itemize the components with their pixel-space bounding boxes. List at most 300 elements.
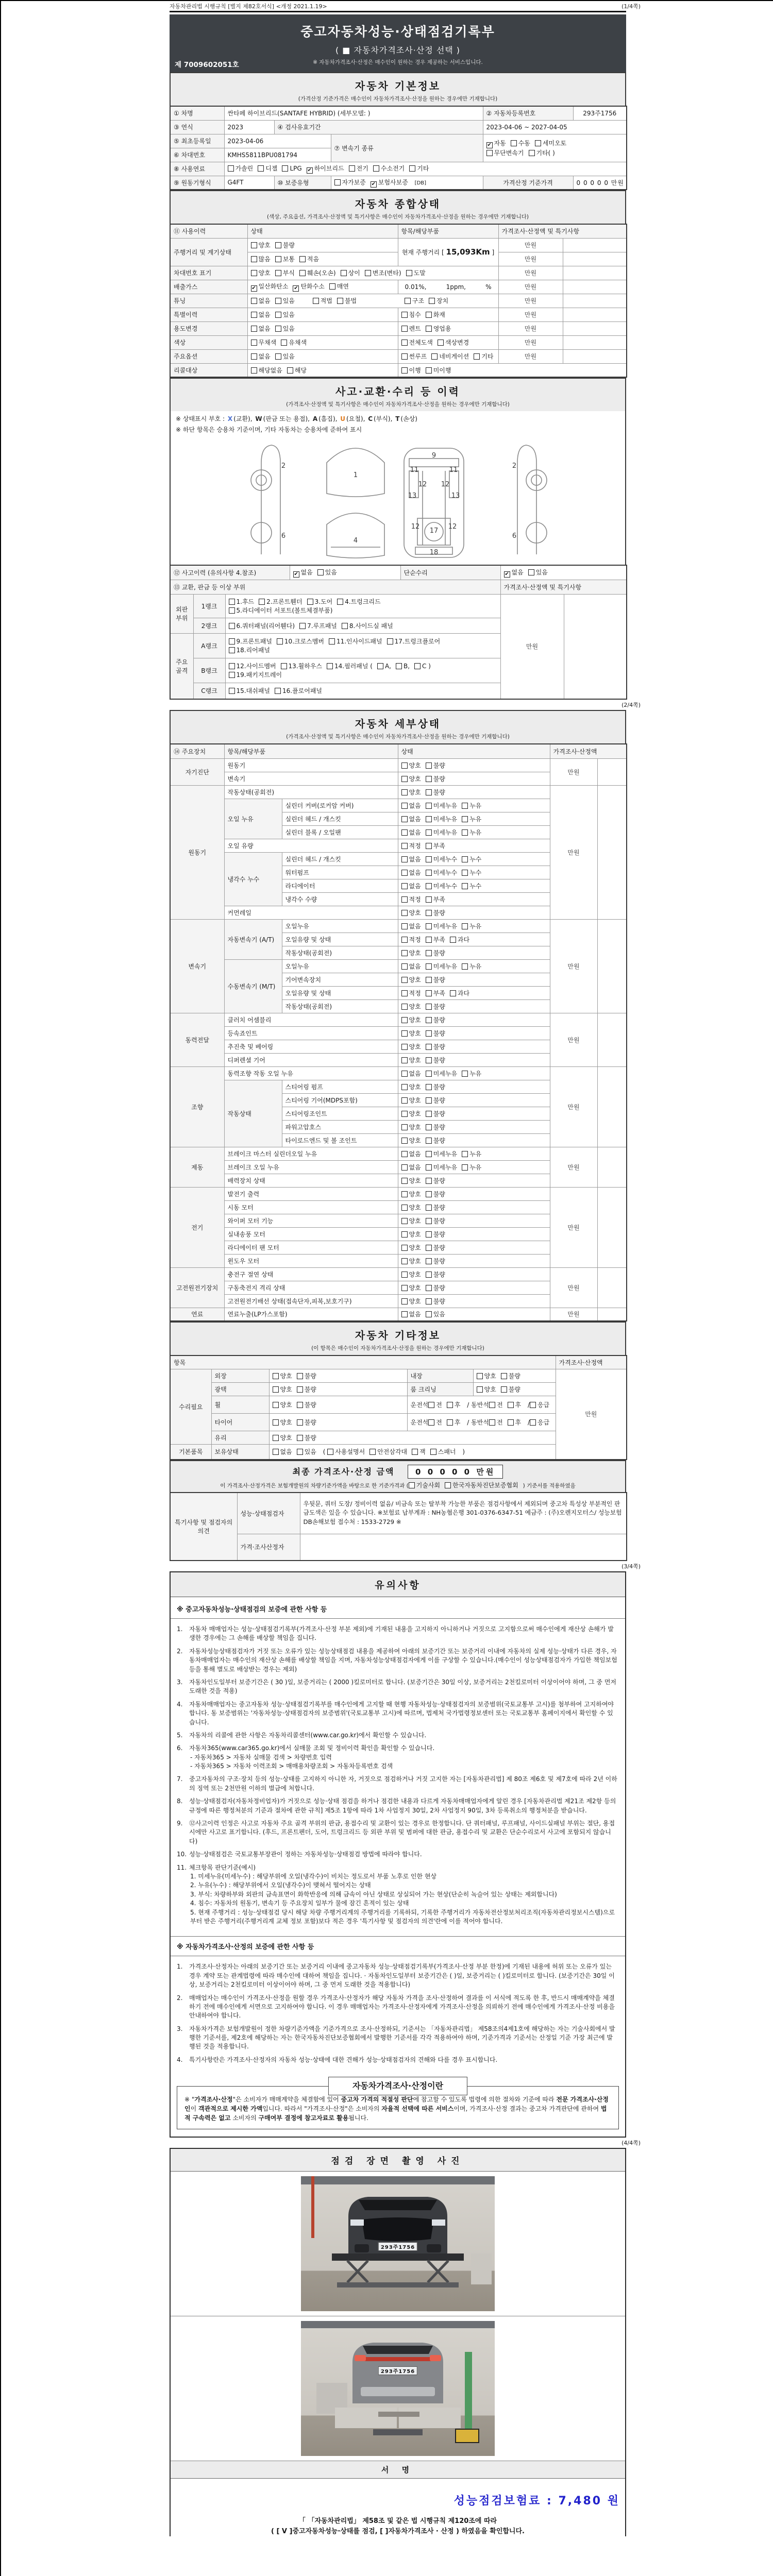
notice-item-number: 7.	[177, 1775, 183, 1783]
checkbox	[426, 1056, 445, 1064]
checkbox	[299, 268, 336, 277]
checkbox	[426, 1310, 445, 1318]
checkbox-label: 양호	[409, 1284, 421, 1292]
car-diagram	[170, 437, 626, 565]
checkbox-label: 전체도색	[409, 339, 433, 346]
blank-cell	[563, 280, 627, 294]
device-group-label: 원동기	[170, 785, 224, 919]
checkbox	[426, 882, 457, 890]
state-boxes	[398, 973, 550, 986]
checkbox-label: 양호	[409, 1043, 421, 1050]
emission-values: 0.01%, 1ppm, %	[398, 280, 498, 294]
row-special-label: 특별이력	[170, 308, 247, 321]
tire-label: 타이어	[211, 1413, 269, 1431]
checkbox	[426, 1283, 445, 1292]
checkbox	[401, 366, 421, 375]
notice-item-number: 2.	[177, 1994, 183, 2002]
device-group-label: 제동	[170, 1147, 224, 1187]
checkbox-icon	[426, 1030, 432, 1037]
checkbox-label: 양호	[409, 1177, 421, 1184]
checkbox-icon	[426, 829, 432, 836]
notice-item-number: 10.	[177, 1851, 187, 1858]
checkbox-label: 불법	[344, 297, 357, 304]
checkbox-icon	[426, 326, 432, 332]
notice-item	[177, 2056, 618, 2064]
checkbox-icon	[529, 150, 535, 156]
notice-item-text: 가격조사·산정자는 아래의 보증기간 또는 보증거리 이내에 중고자동차 성능·상태점검기록부(가격조사·산정 부분 한정)에 기재된 내용에 허위 또는 오류가 있는 경우 계약 또는 관계법령에 따라 매수인에 대하여 책임을 집니다. · 자동차인도일부터 보증기간은 ( )일, 보증거리는 ( )킬로미터로 합니다. (보증기간은 30일 이상, 보증거리는 2천킬로미터 이상이어야 하며, 그 중 먼저 도래한 것을 적용합니다)	[189, 1963, 615, 1989]
checkbox	[447, 1400, 461, 1409]
checkbox-icon	[401, 963, 408, 970]
checkbox	[313, 296, 332, 305]
checkbox-label: 없음	[409, 1070, 421, 1077]
checkbox-icon	[426, 870, 432, 876]
checkbox-label: 불량	[433, 1123, 445, 1131]
checkbox-label: 보험사보증	[378, 178, 408, 186]
checkbox-checked	[504, 568, 524, 578]
checkbox-icon	[251, 298, 257, 304]
checkbox-icon	[229, 599, 235, 605]
checkbox	[229, 597, 255, 606]
checkbox	[530, 1400, 549, 1409]
checkbox-icon	[462, 1151, 468, 1157]
checkbox-icon	[401, 923, 408, 929]
notice-item-text: 자동차365(www.car365.go.kr)에서 실매물 조회 및 정비이력 확인을 확인할 수 있습니다. - 자동차365 > 자동차 실매물 검색 > 차량번호 입력 - 자동차365 > 자동차 이력조회 > 매매용차량조회 > 자동차등록번호 검색	[189, 1744, 618, 1771]
checkbox-label: 있음	[304, 1448, 316, 1456]
checkbox-icon	[426, 843, 432, 849]
part-label: 브레이크 마스터 실린더오일 누유	[224, 1147, 398, 1160]
blank-cell	[563, 294, 627, 308]
checkbox	[401, 788, 421, 796]
checkbox	[477, 1385, 496, 1394]
checkbox-icon	[426, 1057, 432, 1063]
state-boxes	[398, 879, 550, 892]
checkbox-label: 렌트	[409, 325, 421, 332]
checkbox	[277, 637, 324, 646]
notice-item	[177, 1863, 618, 1926]
notice-item-text: 중고자동차의 구조·장치 등의 성능·상태를 고지하지 아니한 자, 거짓으로 점검하거나 거짓 고지한 자는 [자동차관리법] 제 80조 제6호 및 제7호에 따라 2년 이하의 징역 또는 2천만원 이하의 벌금에 처합니다.	[189, 1775, 617, 1792]
checkbox	[426, 895, 445, 904]
checkbox-label: 양호	[409, 1056, 421, 1064]
checkbox-icon	[462, 1164, 468, 1171]
sub-group-label: 수동변속기 (M/T)	[224, 959, 282, 1013]
checkbox	[401, 1096, 421, 1105]
checkbox-icon	[329, 638, 335, 645]
part-label: 기어변속장치	[282, 973, 398, 986]
checkbox-label: 불량	[433, 1270, 445, 1278]
state-boxes	[398, 1267, 550, 1281]
checkbox-label: 불량	[433, 1110, 445, 1117]
part-label: 실린더 헤드 / 개스킷	[282, 852, 398, 866]
checkbox-icon	[229, 663, 235, 669]
car-diagram-svg	[217, 437, 578, 563]
checkbox-icon	[462, 829, 468, 836]
outer-panel-label: 외판 부위	[170, 594, 193, 633]
checkbox-icon	[426, 963, 432, 970]
checkbox	[401, 855, 421, 863]
state-boxes	[398, 1080, 550, 1093]
checkbox	[426, 908, 445, 917]
checkbox-label: 후	[515, 1401, 522, 1409]
signature-band: 서 명	[171, 2461, 625, 2479]
checkbox	[229, 646, 270, 654]
remarks-label: 특기사항 및 점검자의 의견	[170, 1493, 237, 1561]
special-items	[398, 308, 498, 321]
part-label: 고전원전기배선 상태(접속단자,피복,보호기구)	[224, 1294, 398, 1308]
rankA-label: A랭크	[193, 633, 225, 658]
checkbox-label: 불량	[433, 1284, 445, 1292]
checkbox-label: 불량	[304, 1385, 316, 1393]
checkbox-label: 적법	[320, 297, 332, 304]
etc-band	[170, 1321, 626, 1355]
notice-item-text: 자동차의 리콜에 관한 사항은 자동차리콜센터(www.car.go.kr)에서 확인할 수 있습니다.	[189, 1731, 427, 1739]
diagram-part-number: 11	[410, 466, 419, 474]
row-vinmark-label: 차대번호 표기	[170, 266, 247, 280]
checkbox-label: 불량	[508, 1372, 520, 1380]
checkbox	[414, 663, 431, 670]
checkbox-icon	[431, 353, 438, 360]
checkbox-icon	[426, 1218, 432, 1224]
checkbox-label: 없음	[511, 568, 524, 576]
label-engine-type: ⑨ 원동기형식	[170, 176, 224, 190]
state-boxes	[398, 785, 550, 799]
notice-item-subline: 3. 부식: 차량하부와 외판의 금속표면이 화학반응에 의해 금속이 아닌 상태로 상실되어 가는 현상(단순히 녹슬어 있는 상태는 제외합니다)	[190, 1890, 557, 1898]
part-label: 디퍼렌셜 기어	[224, 1053, 398, 1066]
checkbox	[428, 1418, 442, 1427]
checkbox-label: 불량	[433, 1217, 445, 1225]
state-boxes	[398, 946, 550, 959]
notice-item	[177, 1819, 618, 1846]
state-boxes	[398, 1227, 550, 1241]
license-plate-rear: 293주1756	[378, 2366, 417, 2375]
checkbox-icon	[429, 298, 435, 304]
remarks-table	[170, 1492, 627, 1561]
tire-state	[269, 1413, 407, 1431]
checkbox-icon	[297, 1449, 303, 1455]
checkbox-label: 미세누수	[433, 855, 458, 863]
notice-item-number: 3.	[177, 1678, 183, 1686]
checkbox-label: 양호	[409, 1083, 421, 1091]
checkbox-label: 없음	[258, 297, 271, 304]
checkbox-label: 양호	[409, 1123, 421, 1131]
blank-cell	[597, 758, 627, 785]
checkbox	[426, 1176, 445, 1185]
photos-title: 점검 장면 촬영 사진	[171, 2149, 625, 2172]
checkbox-icon	[275, 326, 281, 332]
checkbox-label: 양호	[409, 1190, 421, 1198]
checkbox-label: 8.사이드실 패널	[349, 622, 393, 630]
checkbox-label: 5.라디에이터 서포트(볼트체결부품)	[236, 607, 333, 614]
exchange-label: ⑬ 교환, 판금 등 이상 부위	[170, 580, 500, 594]
checkbox-label: 누유	[469, 922, 482, 930]
checkbox-label: 과다	[457, 936, 470, 943]
overall-h4: 가격조사·산정액 및 특기사항	[498, 224, 627, 238]
checkbox	[337, 597, 380, 606]
inspector-label: 성능·상태점검자	[237, 1493, 300, 1534]
state-boxes	[398, 1120, 550, 1133]
checkbox	[401, 801, 421, 810]
state-boxes	[398, 1013, 550, 1026]
state-boxes	[398, 1187, 550, 1200]
checkbox-label: 누유	[469, 1070, 482, 1077]
row-option-label: 주요옵션	[170, 349, 247, 363]
part-label: 연료누출(LP가스포함)	[224, 1308, 398, 1321]
state-boxes	[398, 906, 550, 919]
accident-band	[170, 378, 626, 411]
wheel-label: 휠	[211, 1396, 269, 1413]
value-reg-no: 293주1756	[573, 106, 627, 120]
status-code: W	[255, 415, 262, 422]
state-boxes	[398, 839, 550, 852]
wheel-positions: 운전석 전 후 / 동반석 전 후 / 응급	[407, 1396, 556, 1413]
checkbox-label: 미세누유	[433, 962, 458, 970]
label-vin: ⑥ 차대번호	[170, 148, 224, 162]
checkbox-label: 양호	[409, 1270, 421, 1278]
checkbox	[329, 637, 382, 646]
checkbox	[317, 568, 337, 577]
checkbox-icon	[447, 1402, 453, 1408]
checkbox-icon	[445, 1482, 451, 1488]
checkbox-label: 불량	[433, 1083, 445, 1091]
notice-item	[177, 1797, 618, 1815]
checkbox-label: 양호	[409, 1217, 421, 1225]
checkbox-label: 있음	[433, 1311, 445, 1318]
checkbox-icon	[535, 140, 541, 146]
checkbox	[430, 1447, 456, 1456]
checkbox-label: 자가보증	[342, 178, 366, 186]
status-code-desc: (판금 또는 용접),	[263, 415, 312, 422]
checkbox-label: 디젤	[265, 165, 278, 172]
checkbox-label: 양호	[484, 1385, 496, 1393]
checkbox-icon	[426, 1191, 432, 1197]
checkbox-icon	[489, 1402, 495, 1408]
checkbox	[412, 1447, 426, 1456]
state-boxes	[398, 758, 550, 772]
rankC-label: C랭크	[193, 683, 225, 699]
blank-cell	[597, 919, 627, 1013]
checkbox-label: 없음	[300, 568, 313, 576]
part-label: 오일유량 및 상태	[282, 986, 398, 999]
checkbox	[401, 1163, 421, 1172]
checkbox	[426, 1149, 457, 1158]
checkbox-label: 불량	[433, 949, 445, 957]
checkbox	[462, 1069, 481, 1078]
notice-section2-title: ※ 자동차가격조사·산정의 보증에 관한 사항 등	[171, 1936, 625, 1956]
roomclean-state	[473, 1382, 556, 1396]
notice-item-text: 매매업자는 매수인이 가격조사·산정을 원할 경우 가격조사·산정자가 해당 자동차 가격을 조사·산정하여 결과를 이 서식에 적도록 한 후, 반드시 매매계약을 체결하기 전에 매수인에게 서면으로 고지하여야 합니다. 이 경우 매매업자는 가격조사·산정자에게 가격조사·산정을 의뢰하기 전에 매수인에게 가격조사·산정 비용을 안내하여야 합니다.	[189, 1994, 615, 2020]
checkbox	[426, 1069, 457, 1078]
checkbox-label: 양호	[409, 1230, 421, 1238]
accident-history-state	[290, 565, 400, 580]
status-code-desc: (흠집),	[318, 415, 340, 422]
part-label: 파워고압호스	[282, 1120, 398, 1133]
checkbox	[426, 1270, 445, 1279]
checkbox-icon	[307, 167, 313, 174]
checkbox-label: 전	[436, 1401, 442, 1409]
checkbox-icon	[426, 762, 432, 769]
checkbox-label: 미세누유	[433, 828, 458, 836]
checkbox-icon	[426, 1044, 432, 1050]
checkbox	[508, 1418, 522, 1427]
checkbox-label: 불량	[433, 1137, 445, 1144]
checkbox	[489, 1400, 503, 1409]
page-marker-3: (3/4쪽)	[621, 1563, 641, 1570]
checkbox-label: 4.트렁크리드	[345, 598, 381, 605]
final-price-amount: 0 0 0 0 0 만원	[408, 1465, 503, 1479]
checkbox	[377, 663, 391, 670]
checkbox-icon	[401, 1272, 408, 1278]
diagram-part-number: 6	[512, 532, 517, 540]
checkbox-label: 15.대쉬패널	[236, 687, 270, 695]
checkbox-label: 보통	[282, 256, 295, 263]
checkbox	[251, 338, 277, 347]
checkbox	[337, 296, 357, 305]
detail-table	[170, 743, 627, 1321]
checkbox	[462, 1163, 481, 1172]
document-note: ※ 자동차가격조사·산정은 매수인이 원하는 경우 제공하는 서비스입니다.	[313, 59, 483, 65]
checkbox-label: 13.휠하우스	[288, 663, 322, 670]
checkbox-icon	[275, 312, 281, 318]
checkbox	[426, 1163, 457, 1172]
checkbox-icon	[401, 1030, 408, 1037]
sub-group-label: 작동상태	[224, 1080, 282, 1147]
part-label: 충전구 절연 상태	[224, 1267, 398, 1281]
checkbox-label: 양호	[409, 949, 421, 957]
price-cell: 만원	[498, 252, 563, 266]
legend-note: ※ 하단 항목은 승용차 기준이며, 기타 자동차는 승용차에 준하여 표시	[176, 426, 362, 433]
checkbox-icon	[426, 367, 432, 374]
overall-subtitle: (색상, 주요옵션, 가격조사·산정액 및 특기사항은 매수인이 자동차가격조사·산정을 원하는 경우에만 기재합니다)	[266, 214, 529, 220]
notice-item-number: 1.	[177, 1625, 183, 1633]
checkbox	[501, 1371, 520, 1380]
checkbox-label: 없음	[409, 1311, 421, 1318]
checkbox-icon	[426, 1205, 432, 1211]
status-code: A	[312, 415, 318, 422]
checkbox-label: 불량	[433, 761, 445, 769]
pbox-text: 소비자의	[230, 2114, 259, 2122]
basic-info-subtitle: (가격산정 기준가격은 매수인이 자동차가격조사·산정을 원하는 경우에만 기재합니다)	[298, 96, 498, 102]
checkbox-icon	[426, 883, 432, 889]
value-year: 2023	[224, 120, 274, 134]
checkbox	[401, 1310, 421, 1318]
checkbox-icon	[313, 298, 319, 304]
checkbox-icon	[341, 270, 347, 276]
checkbox-label: 양호	[409, 1137, 421, 1144]
checkbox-icon	[297, 1435, 303, 1441]
checkbox	[307, 597, 333, 606]
checkbox-icon	[462, 816, 468, 822]
checkbox	[401, 1136, 421, 1145]
price-cell: 만원	[498, 266, 563, 280]
checkbox-icon	[277, 638, 283, 645]
checkbox	[489, 1418, 503, 1427]
checkbox	[450, 935, 469, 944]
accident-title: 사고·교환·수리 등 이력	[335, 385, 460, 398]
state-boxes	[398, 1053, 550, 1066]
checkbox	[329, 282, 349, 291]
label-fuel: ⑧ 사용연료	[170, 162, 224, 176]
part-label: 실린더 커버(로커암 커버)	[282, 799, 398, 812]
notice-item-text: 체크항목 판단기준(예시) 1. 미세누유(미세누수) : 해당부위에 오일(냉각수)이 비치는 정도로서 부품 노후로 인한 현상 2. 누유(누수) : 해당부위에서 오일(냉각수)이 맺혀서 떨어지는 상태 3. 부식: 차량하부와 외판의 금속표면이 화학반응에 의해 금속이 아닌 상태로 상실되어 가는 현상(단순히 녹슬어 있는 상태는 제외합니다) 4. 침수: 자동차의 원동기, 변속기 등 주요장치 일부가 물에 잠긴 흔적이 있는 상태 5. 현재 주행거리 : 성능·상태점검 당시 해당 차량 주행거리계의 주행거리를 기록하되, 기록한 주행거리가 자동차전산정보처리조직(자동차관리정보시스템)으로부터 받은 주행거리(주행거리계 교체 정보 포함)보다 적은 경우 '특기사항 및 점검자의 의견'란에 이를 적어야 합니다.	[189, 1863, 618, 1926]
checkbox-icon	[401, 353, 408, 360]
final-price-line: 최종 가격조사·산정 금액 0 0 0 0 0 만원	[171, 1465, 625, 1479]
exchange-right-header: 가격조사·산정액 및 특기사항	[500, 580, 627, 594]
checkbox-label: 미세누수	[433, 882, 458, 890]
notice-title: 유의사항	[171, 1572, 625, 1597]
checkbox-icon	[251, 256, 257, 262]
part-label: 클러치 어셈블리	[224, 1013, 398, 1026]
rankB-items	[225, 658, 500, 683]
checkbox	[327, 1447, 365, 1456]
checkbox-label: 상이	[348, 269, 360, 277]
checkbox-label: 18.리어패널	[236, 647, 270, 654]
checkbox-icon	[337, 599, 343, 605]
checkbox-icon	[426, 1138, 432, 1144]
checkbox-label: C )	[422, 663, 431, 670]
checkbox-icon	[297, 1386, 303, 1393]
value-valid-period: 2023-04-06 ~ 2027-04-05	[483, 120, 627, 134]
checkbox-icon	[297, 1402, 303, 1408]
checkbox	[401, 1216, 421, 1225]
overall-h3: 항목/해당부품	[398, 224, 498, 238]
checkbox-icon	[426, 1245, 432, 1251]
checkbox-icon	[426, 1164, 432, 1171]
pbox-text: 입니다. 따라서 "가격조사·산정"은 소비자의	[262, 2105, 382, 2113]
checkbox-icon	[401, 1245, 408, 1251]
detail-h2: 항목/해당부품	[224, 744, 398, 758]
checkbox-icon	[401, 1151, 408, 1157]
device-group-label: 자기진단	[170, 758, 224, 785]
checkbox-label: 기타	[481, 353, 494, 360]
etc-h2: 가격조사·산정액	[556, 1355, 627, 1369]
overall-band	[170, 190, 626, 224]
checkbox-icon	[334, 179, 341, 185]
accident-rows-table	[170, 565, 627, 700]
checkbox-label: 탄화수소	[300, 283, 325, 290]
part-label: 동력조향 작동 오일 누유	[224, 1066, 398, 1080]
part-label: 스티어링조인트	[282, 1107, 398, 1120]
notice-item	[177, 1744, 618, 1771]
diagram-part-number: 12	[448, 523, 457, 531]
checkbox-icon	[373, 165, 379, 172]
basic-info-table	[170, 106, 627, 190]
checkbox	[401, 908, 421, 917]
checkbox-icon	[401, 762, 408, 769]
checkbox-label: 없음	[409, 922, 421, 930]
checkbox-icon	[508, 1419, 514, 1426]
checkbox	[426, 815, 457, 823]
detail-h3: 상태	[398, 744, 550, 758]
checkbox-icon	[426, 803, 432, 809]
checkbox-label: 있음	[282, 325, 295, 332]
checkbox-label: 불량	[433, 1177, 445, 1184]
rank2-label: 2랭크	[193, 618, 225, 633]
checkbox-label: 응급	[537, 1418, 550, 1426]
checkbox-label: 불량	[433, 1056, 445, 1064]
checkbox-checked	[307, 164, 344, 174]
checkbox-icon	[426, 1017, 432, 1023]
price-cell: 만원	[550, 758, 597, 785]
checkbox-icon	[401, 1004, 408, 1010]
device-group-label: 고전원전기장치	[170, 1267, 224, 1308]
blank-cell	[597, 1147, 627, 1187]
checkbox	[401, 1029, 421, 1038]
checkbox	[229, 670, 282, 679]
checkbox-label: 양호	[280, 1434, 292, 1442]
checkbox	[297, 1447, 316, 1456]
row-usage-label: 용도변경	[170, 321, 247, 335]
accident-subtitle: (가격조사·산정액 및 특기사항은 매수인이 자동차가격조사·산정을 원하는 경우에만 기재합니다)	[286, 401, 510, 408]
basic-info-band	[170, 72, 626, 106]
